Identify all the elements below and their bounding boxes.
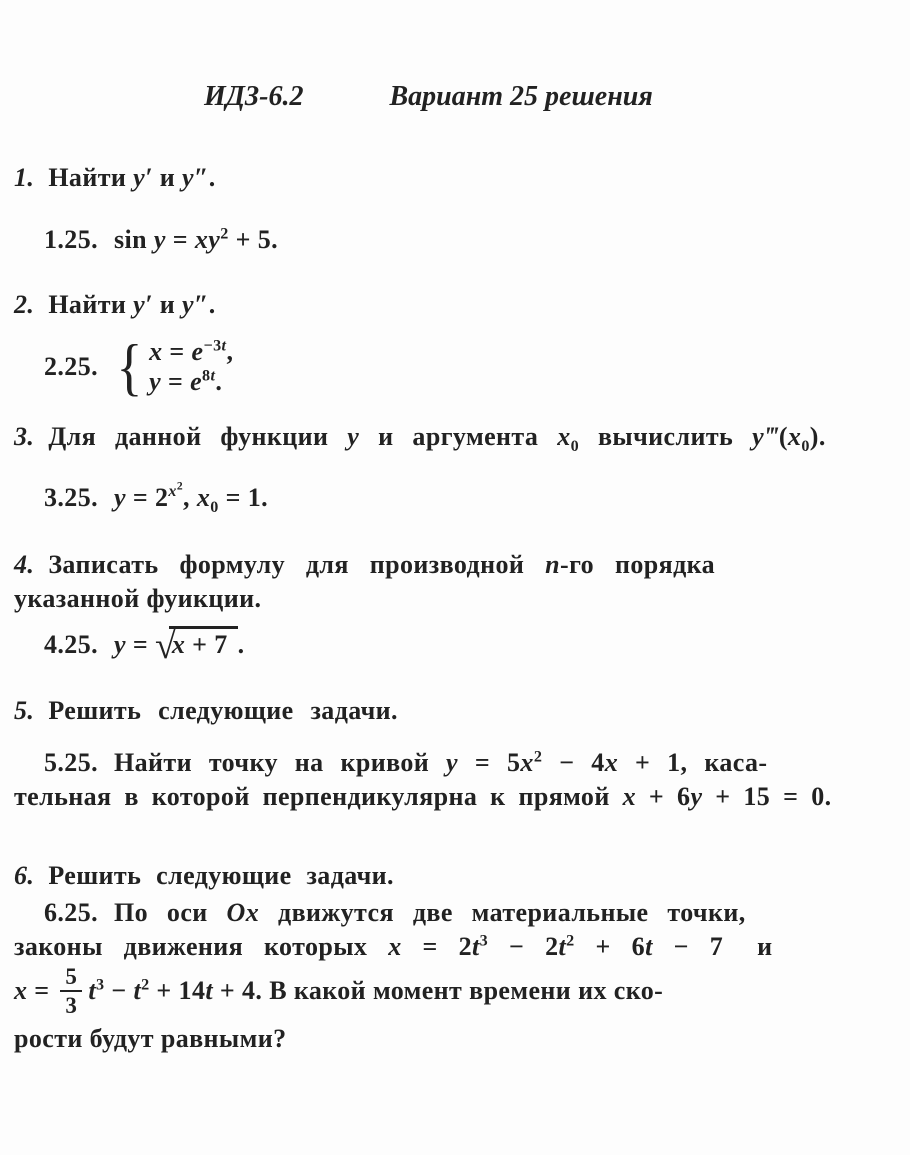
fraction <box>60 964 82 1018</box>
problem-1 <box>14 161 866 257</box>
problem-2 <box>14 288 866 402</box>
text: 8 <box>202 367 211 385</box>
variable: x <box>557 422 571 451</box>
operator: = <box>161 367 191 396</box>
text: + 6 <box>636 782 691 811</box>
text: Найти <box>48 163 134 192</box>
task-2-25 <box>14 331 866 402</box>
task-3-25 <box>14 481 866 515</box>
subscript: 0 <box>210 499 219 517</box>
task-5-25-line-2 <box>14 780 866 814</box>
variable: y <box>114 483 126 512</box>
variable: e <box>190 367 203 396</box>
text: Решить следующие задачи. <box>48 696 398 725</box>
radical-sign: √ <box>154 625 176 667</box>
text: + 5. <box>228 225 279 254</box>
text: рости будут равными? <box>14 1024 287 1053</box>
variable: y <box>690 782 703 811</box>
variable: x <box>388 932 402 961</box>
text: Записать формулу для производной <box>48 550 546 579</box>
operator: = <box>125 483 155 512</box>
text: + 4. <box>212 975 263 1005</box>
problem-5 <box>14 694 866 814</box>
radicand <box>169 626 238 659</box>
problem-4 <box>14 548 866 667</box>
variable: x <box>168 483 177 501</box>
text: + 14 <box>149 975 206 1005</box>
exponent: 2 <box>533 748 543 766</box>
problem-3-number: 3. <box>14 422 35 451</box>
problem-6-heading <box>14 859 866 893</box>
task-4-25 <box>14 625 866 667</box>
task-1-25 <box>14 223 866 257</box>
text: − 2 <box>488 932 559 961</box>
text: . <box>208 290 216 319</box>
text: Найти <box>48 290 134 319</box>
text: , <box>183 483 197 512</box>
system-brace: { <box>116 331 143 402</box>
text: = 5 <box>458 748 521 777</box>
variable: t <box>645 932 653 961</box>
problem-4-heading-line-2 <box>14 582 866 616</box>
system-row-1 <box>149 337 233 367</box>
text: + 7 <box>185 630 228 659</box>
variable: x <box>14 975 28 1005</box>
text: и <box>757 932 773 961</box>
variable: t <box>472 932 480 961</box>
text: . <box>208 163 216 192</box>
problem-3 <box>14 420 866 515</box>
text: Решить следующие задачи. <box>48 861 394 890</box>
text: = 2 <box>401 932 473 961</box>
task-6-25-number: 6.25. <box>44 898 98 927</box>
text: = 1. <box>218 483 269 512</box>
task-3-25-number: 3.25. <box>44 483 98 512</box>
problem-6-number: 6. <box>14 861 35 890</box>
problem-2-number: 2. <box>14 290 35 319</box>
text: . <box>237 630 245 659</box>
variable: Ox <box>226 898 260 927</box>
task-6-25-line-3 <box>14 964 866 1022</box>
problem-4-number: 4. <box>14 550 35 579</box>
problem-1-heading <box>14 161 866 195</box>
variable-y-prime: y′ <box>133 163 153 192</box>
task-1-25-number: 1.25. <box>44 225 98 254</box>
variable-y-double-prime: y″ <box>182 163 209 192</box>
text: + 6 <box>574 932 646 961</box>
task-2-25-number: 2.25. <box>44 352 98 381</box>
text: . <box>215 367 223 396</box>
subscript: 0 <box>801 438 810 456</box>
problem-3-heading <box>14 420 866 454</box>
fraction-numerator: 5 <box>60 964 82 992</box>
exponent <box>202 367 215 384</box>
problem-6 <box>14 859 866 1056</box>
text: −3 <box>203 337 222 355</box>
text: вычислить <box>579 422 753 451</box>
variable: t <box>221 337 227 355</box>
problem-4-heading-line-1 <box>14 548 866 582</box>
variable: t <box>205 975 213 1005</box>
variable: t <box>88 975 96 1005</box>
text: − <box>104 975 134 1005</box>
task-6-25-line-1 <box>14 896 866 930</box>
exponent <box>204 337 227 354</box>
variable: t <box>558 932 567 961</box>
text: -го порядка <box>560 550 716 579</box>
text: указанной фуикции. <box>14 584 262 613</box>
task-5-25-number: 5.25. <box>44 748 98 777</box>
text: + 1, каса- <box>618 748 768 777</box>
variable: y <box>446 748 458 777</box>
task-5-25-line-1 <box>14 746 866 780</box>
variable: y <box>149 367 162 396</box>
problem-5-number: 5. <box>14 696 35 725</box>
exponent: 2 <box>141 976 150 994</box>
text: и <box>152 163 183 192</box>
assignment-code: ИДЗ-6.2 <box>204 81 304 112</box>
text: Найти точку на кривой <box>114 748 447 777</box>
variable: e <box>191 337 204 366</box>
variable: x <box>149 337 163 366</box>
variable: xy <box>194 225 221 254</box>
text: тельная в которой перпендикулярна к прямой <box>14 782 623 811</box>
text: В какой момент времени их ско- <box>262 975 664 1005</box>
operator: = <box>125 630 155 659</box>
text: − 4 <box>542 748 605 777</box>
text: движутся две материальные точки, <box>259 898 746 927</box>
variable: x <box>520 748 534 777</box>
variable-y-prime: y′ <box>133 290 153 319</box>
variable: n <box>545 550 561 579</box>
variable: x <box>171 630 186 659</box>
variable: y <box>114 630 126 659</box>
text: , <box>226 337 234 366</box>
text: и аргумента <box>359 422 558 451</box>
operator: = <box>165 225 195 254</box>
function-name: sin <box>114 225 154 254</box>
subscript: 0 <box>570 438 580 456</box>
equation-system <box>149 337 233 397</box>
text: ( <box>778 422 788 451</box>
variable: x <box>604 748 619 777</box>
text: и <box>152 290 183 319</box>
exponent: 3 <box>95 976 105 994</box>
variable: t <box>210 367 216 385</box>
document-title <box>204 80 866 114</box>
text: законы движения которых <box>14 932 389 961</box>
problem-1-number: 1. <box>14 163 35 192</box>
text: + 15 = 0. <box>702 782 832 811</box>
variable: x <box>622 782 637 811</box>
exponent: 2 <box>566 932 575 950</box>
text: ). <box>809 422 826 451</box>
nested-exponent: 2 <box>176 479 184 493</box>
fraction-denominator: 3 <box>65 993 78 1018</box>
operator: = <box>162 337 192 366</box>
system-row-2 <box>149 367 233 397</box>
text: − 7 <box>652 932 724 961</box>
exponent <box>168 479 184 501</box>
variable: y <box>153 225 166 254</box>
task-6-25-line-2 <box>14 930 866 964</box>
problem-5-heading <box>14 694 866 728</box>
text: По оси <box>114 898 227 927</box>
exponent: 2 <box>220 225 229 243</box>
variant-title: Вариант 25 решения <box>389 81 653 112</box>
variable: t <box>133 975 142 1005</box>
task-4-25-number: 4.25. <box>44 630 98 659</box>
variable: y <box>347 422 360 451</box>
variable: x <box>196 483 211 512</box>
variable-y-double-prime: y″ <box>182 290 209 319</box>
number: 2 <box>154 483 169 512</box>
problem-2-heading <box>14 288 866 322</box>
variable-y-triple-prime: y‴ <box>752 422 779 451</box>
variable: x <box>787 422 802 451</box>
text: Для данной функции <box>48 422 348 451</box>
operator: = <box>27 975 57 1005</box>
task-6-25-line-4 <box>14 1022 866 1056</box>
exponent: 3 <box>479 932 489 950</box>
